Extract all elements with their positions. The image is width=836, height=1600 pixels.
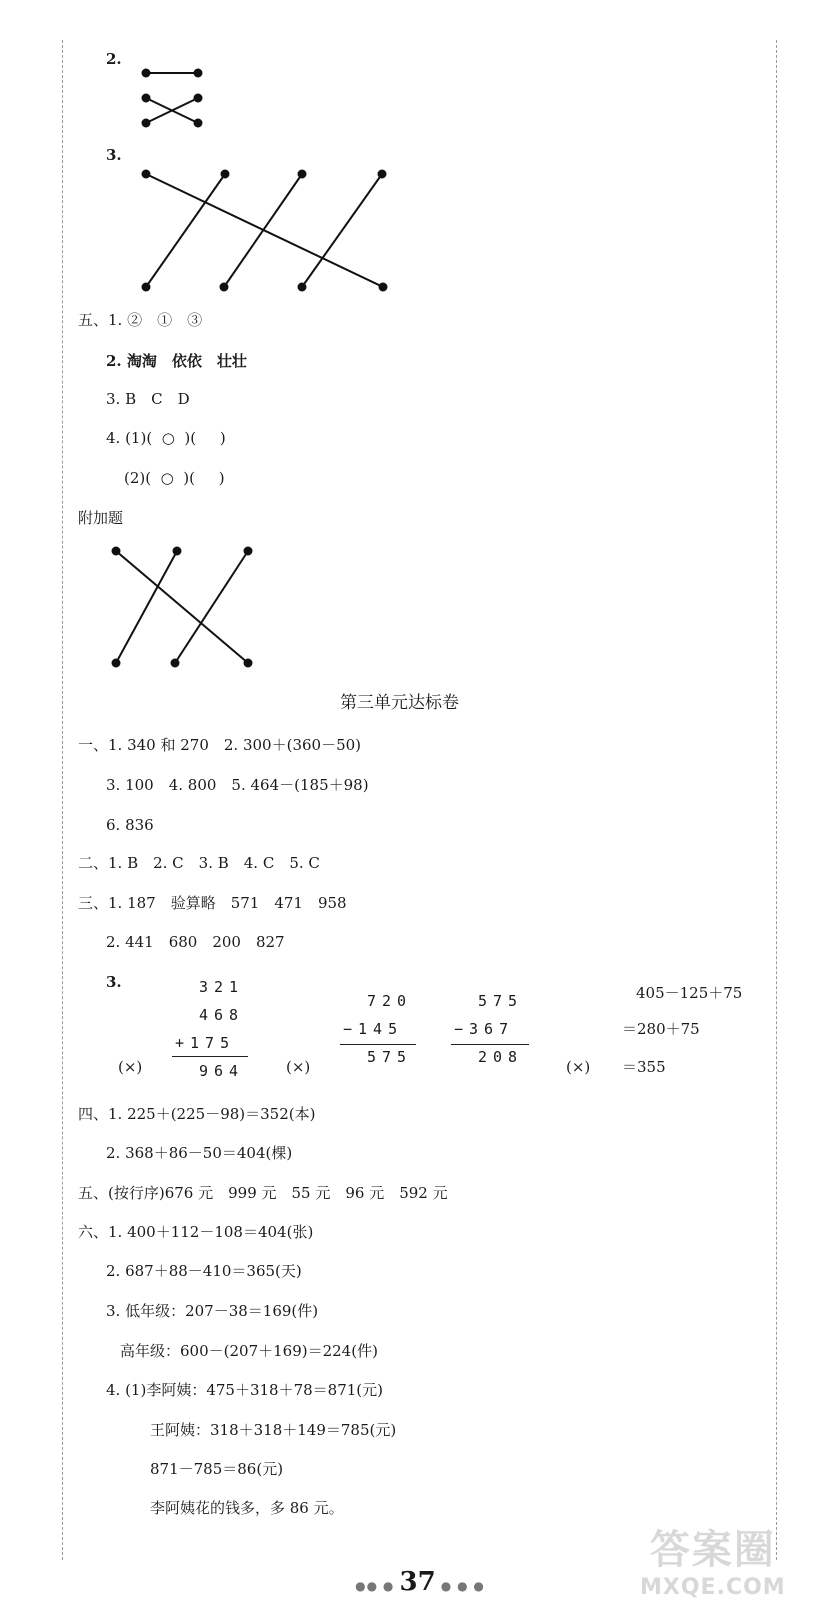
unit3-s4-line1: 四、1. 225＋(225－98)＝352(本) (78, 1105, 316, 1123)
calc4-row1: 405－125＋75 (636, 984, 743, 1002)
calc3-result: 208 (478, 1048, 524, 1066)
footer-dots-left: ●● ● (355, 1579, 395, 1593)
unit3-s1-line1: 一、1. 340 和 270 2. 300＋(360－50) (78, 736, 362, 754)
section5-line5: (2)( ○ )( ) (124, 469, 225, 487)
calc4-row3: ＝355 (622, 1058, 666, 1076)
calc2-row1: 720 (367, 992, 413, 1010)
calc4-row2: ＝280＋75 (622, 1020, 700, 1038)
footer-dots-right: ● ● ● (440, 1579, 485, 1593)
calc2-result: 575 (367, 1048, 413, 1066)
calc1-mark: (×) (118, 1058, 143, 1076)
unit3-s6-line5: 4. (1)李阿姨：475＋318＋78＝871(元) (106, 1381, 384, 1399)
unit3-s5: 五、(按行序)676 元 999 元 55 元 96 元 592 元 (78, 1184, 448, 1202)
unit3-s2: 二、1. B 2. C 3. B 4. C 5. C (78, 854, 320, 872)
calc3-row1: 575 (478, 992, 524, 1010)
unit3-s6-line1: 六、1. 400＋112－108＝404(张) (78, 1223, 314, 1241)
unit3-s6-line7: 871－785＝86(元) (150, 1460, 284, 1478)
unit3-s1-line3: 6. 836 (106, 816, 154, 834)
calc2-rule (340, 1044, 416, 1045)
unit3-s6-line4: 高年级：600－(207＋169)＝224(件) (120, 1342, 378, 1360)
calc3-row2: −367 (454, 1020, 515, 1038)
extra-question-label: 附加题 (78, 509, 124, 527)
unit3-s6-line8: 李阿姨花的钱多，多 86 元。 (150, 1499, 344, 1517)
section5-line4: 4. (1)( ○ )( ) (106, 429, 226, 447)
unit3-s3-q3-label: 3. (106, 973, 122, 991)
calc4-mark: (×) (566, 1058, 591, 1076)
section5-line2: 2. 淘淘 依依 壮壮 (106, 352, 247, 370)
unit3-s3-line1: 三、1. 187 验算略 571 471 958 (78, 894, 347, 912)
section5-line1: 五、1. ② ① ③ (78, 311, 203, 329)
unit3-s6-line3: 3. 低年级：207－38＝169(件) (106, 1302, 319, 1320)
unit3-s3-line2: 2. 441 680 200 827 (106, 933, 285, 951)
calc2-row2: −145 (343, 1020, 404, 1038)
q3-label: 3. (106, 146, 122, 164)
calc1-rule (172, 1056, 248, 1057)
section5-line3: 3. B C D (106, 390, 190, 408)
page-footer (340, 1567, 500, 1597)
calc1-row1: 321 (199, 978, 245, 996)
watermark (640, 1518, 786, 1600)
unit3-s1-line2: 3. 100 4. 800 5. 464－(185＋98) (106, 776, 369, 794)
calc1-result: 964 (199, 1062, 245, 1080)
watermark-line1: 答案圈 (649, 1527, 776, 1573)
watermark-line2: MXQE.COM (640, 1575, 786, 1600)
unit3-s6-line2: 2. 687＋88－410＝365(天) (106, 1262, 302, 1280)
unit3-s6-line6: 王阿姨：318＋318＋149＝785(元) (150, 1421, 397, 1439)
calc2-mark: (×) (286, 1058, 311, 1076)
unit3-title: 第三单元达标卷 (340, 693, 459, 713)
calc3-rule (451, 1044, 529, 1045)
page-number: 37 (399, 1567, 436, 1597)
calc1-row2: 468 (199, 1006, 245, 1024)
unit3-s4-line2: 2. 368＋86－50＝404(棵) (106, 1144, 293, 1162)
calc1-row3: +175 (175, 1034, 236, 1052)
q2-label: 2. (106, 50, 122, 68)
